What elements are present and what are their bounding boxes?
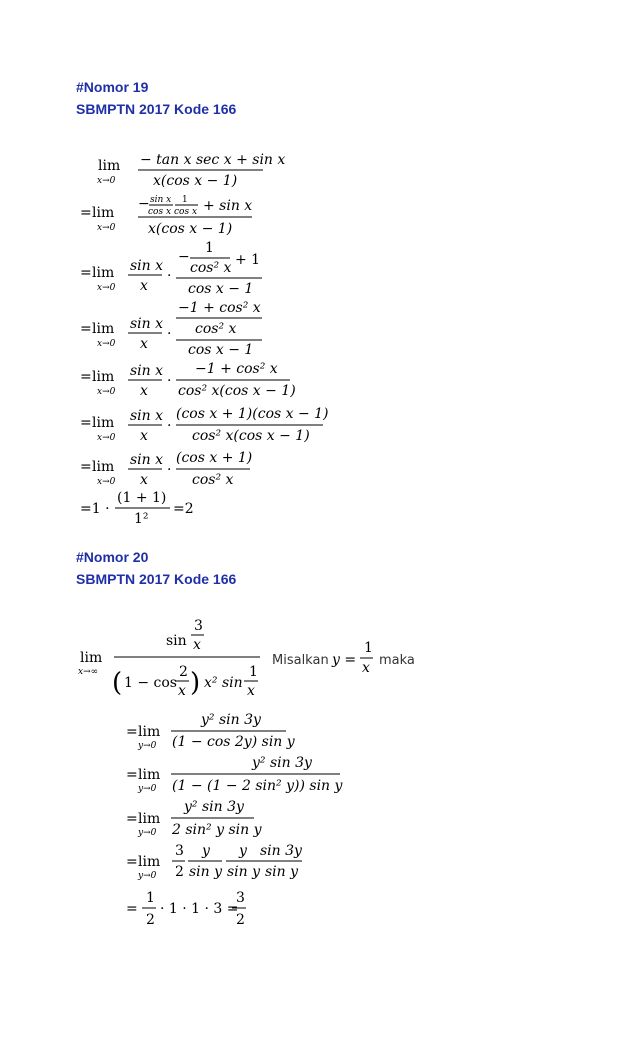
line2-numerator-tail: + sin x xyxy=(203,198,253,214)
lim-text: lim xyxy=(92,459,115,475)
denominator: (1 − (1 − 2 sin² y)) sin y xyxy=(172,778,343,794)
equals-sign: = xyxy=(126,724,138,740)
x-denominator: x xyxy=(140,278,148,294)
cos-x-minus-1: cos x − 1 xyxy=(188,281,254,297)
frac-denominator: x xyxy=(178,683,186,699)
section-title-19: #Nomor 19 xyxy=(76,79,149,95)
lim-subscript: x→0 xyxy=(97,387,116,397)
equals-sign: = xyxy=(80,205,92,221)
lim-text: lim xyxy=(138,811,161,827)
lim-text: lim xyxy=(138,724,161,740)
equals-sign: = xyxy=(80,321,92,337)
sinx-numerator: sin x xyxy=(130,258,164,274)
x-denominator: x xyxy=(140,383,148,399)
cos2x: cos² x xyxy=(195,321,237,337)
numerator: −1 + cos² x xyxy=(178,300,261,316)
final-middle: · 1 · 1 · 3 = xyxy=(160,901,239,917)
final-rhs: =2 xyxy=(173,501,194,517)
section-subtitle-20: SBMPTN 2017 Kode 166 xyxy=(76,571,237,587)
equals-sign: = xyxy=(80,459,92,475)
minus-sign: − xyxy=(138,196,150,212)
denominator: 2 sin² y sin y xyxy=(172,822,262,838)
line1-numerator: − tan x sec x + sin x xyxy=(140,152,286,168)
numerator: −1 + cos² x xyxy=(195,361,278,377)
substitution-label: Misalkan xyxy=(272,653,329,668)
frac-numerator: 2 xyxy=(179,664,188,680)
frac-numerator: 1 xyxy=(364,640,373,656)
lim-text: lim xyxy=(80,650,103,666)
denominator: cos² x(cos x − 1) xyxy=(192,428,310,444)
f3-numerator: y xyxy=(239,843,247,859)
equals-sign: = xyxy=(126,854,138,870)
denominator: (1 − cos 2y) sin y xyxy=(172,734,295,750)
equals-sign: = xyxy=(126,901,138,917)
equals-sign: = xyxy=(80,415,92,431)
one-minus-cos: 1 − cos xyxy=(124,675,177,691)
equals-sign: = xyxy=(126,767,138,783)
dot: · xyxy=(167,462,172,478)
f3-denominator: sin y xyxy=(227,864,261,880)
half-denominator: 2 xyxy=(146,912,155,928)
lim-text: lim xyxy=(98,158,121,174)
frac-denominator: x xyxy=(362,660,370,676)
final-numerator: (1 + 1) xyxy=(117,490,167,506)
lim-subscript: x→∞ xyxy=(78,667,99,677)
lim-subscript: x→0 xyxy=(97,477,116,487)
dot: · xyxy=(167,418,172,434)
f4-numerator: sin 3y xyxy=(260,843,302,859)
small-numerator: sin x xyxy=(150,195,172,205)
x-denominator: x xyxy=(140,428,148,444)
numerator: y² sin 3y xyxy=(252,755,312,771)
lim-subscript: y→0 xyxy=(138,828,157,838)
line1-denominator: x(cos x − 1) xyxy=(153,173,238,189)
lim-subscript: x→0 xyxy=(97,433,116,443)
x-denominator: x xyxy=(140,472,148,488)
lim-text: lim xyxy=(138,767,161,783)
section-title-20: #Nomor 20 xyxy=(76,549,149,565)
one: 1 xyxy=(205,240,214,256)
x2-sin: x² sin xyxy=(204,675,243,691)
lim-text: lim xyxy=(92,321,115,337)
f2-numerator: y xyxy=(202,843,210,859)
lim-subscript: x→0 xyxy=(97,339,116,349)
lim-text: lim xyxy=(92,205,115,221)
lim-text: lim xyxy=(138,854,161,870)
lim-subscript: y→0 xyxy=(138,871,157,881)
minus-sign: − xyxy=(178,249,190,265)
section-subtitle-19: SBMPTN 2017 Kode 166 xyxy=(76,101,237,117)
sinx-numerator: sin x xyxy=(130,316,164,332)
line2-denominator: x(cos x − 1) xyxy=(148,221,233,237)
sin-text: sin xyxy=(166,633,187,649)
final-lhs: =1 · xyxy=(80,501,110,517)
dot: · xyxy=(167,373,172,389)
final-denominator: 1² xyxy=(134,511,149,525)
lim-subscript: x→0 xyxy=(97,176,116,186)
denominator: cos² x xyxy=(192,472,234,488)
left-paren: ( xyxy=(112,668,123,698)
result-numerator: 3 xyxy=(236,890,245,906)
lim-text: lim xyxy=(92,369,115,385)
half-numerator: 1 xyxy=(146,890,155,906)
small-denominator: cos x xyxy=(148,207,172,217)
sinx-numerator: sin x xyxy=(130,363,164,379)
numerator: y² sin 3y xyxy=(184,799,244,815)
frac-numerator: 3 xyxy=(194,618,203,634)
cos2x: cos² x xyxy=(190,260,232,276)
equals-sign: = xyxy=(80,369,92,385)
substitution-y: y = xyxy=(332,652,357,668)
lim-subscript: y→0 xyxy=(138,784,157,794)
substitution-tail: maka xyxy=(379,653,415,668)
dot: · xyxy=(167,326,172,342)
sinx-numerator: sin x xyxy=(130,452,164,468)
lim-subscript: x→0 xyxy=(97,283,116,293)
cos-x-minus-1: cos x − 1 xyxy=(188,342,254,358)
f1-numerator: 3 xyxy=(175,843,184,859)
frac-denominator: x xyxy=(247,683,255,699)
problem-19-math xyxy=(70,140,370,525)
plus-one: + 1 xyxy=(235,252,261,268)
small-numerator: 1 xyxy=(182,195,188,205)
problem-20-math xyxy=(74,612,424,934)
right-paren: ) xyxy=(190,668,201,698)
equals-sign: = xyxy=(80,265,92,281)
numerator: y² sin 3y xyxy=(201,712,261,728)
lim-text: lim xyxy=(92,415,115,431)
x-denominator: x xyxy=(140,336,148,352)
f4-denominator: sin y xyxy=(265,864,299,880)
lim-subscript: y→0 xyxy=(138,741,157,751)
dot: · xyxy=(167,268,172,284)
sinx-numerator: sin x xyxy=(130,408,164,424)
denominator: cos² x(cos x − 1) xyxy=(178,383,296,399)
f2-denominator: sin y xyxy=(189,864,223,880)
frac-denominator: x xyxy=(193,637,201,653)
frac-numerator: 1 xyxy=(249,664,258,680)
equals-sign: = xyxy=(126,811,138,827)
lim-subscript: x→0 xyxy=(97,223,116,233)
result-denominator: 2 xyxy=(236,912,245,928)
small-denominator: cos x xyxy=(174,207,198,217)
f1-denominator: 2 xyxy=(175,864,184,880)
numerator: (cos x + 1) xyxy=(176,450,253,466)
lim-text: lim xyxy=(92,265,115,281)
numerator: (cos x + 1)(cos x − 1) xyxy=(176,406,329,422)
